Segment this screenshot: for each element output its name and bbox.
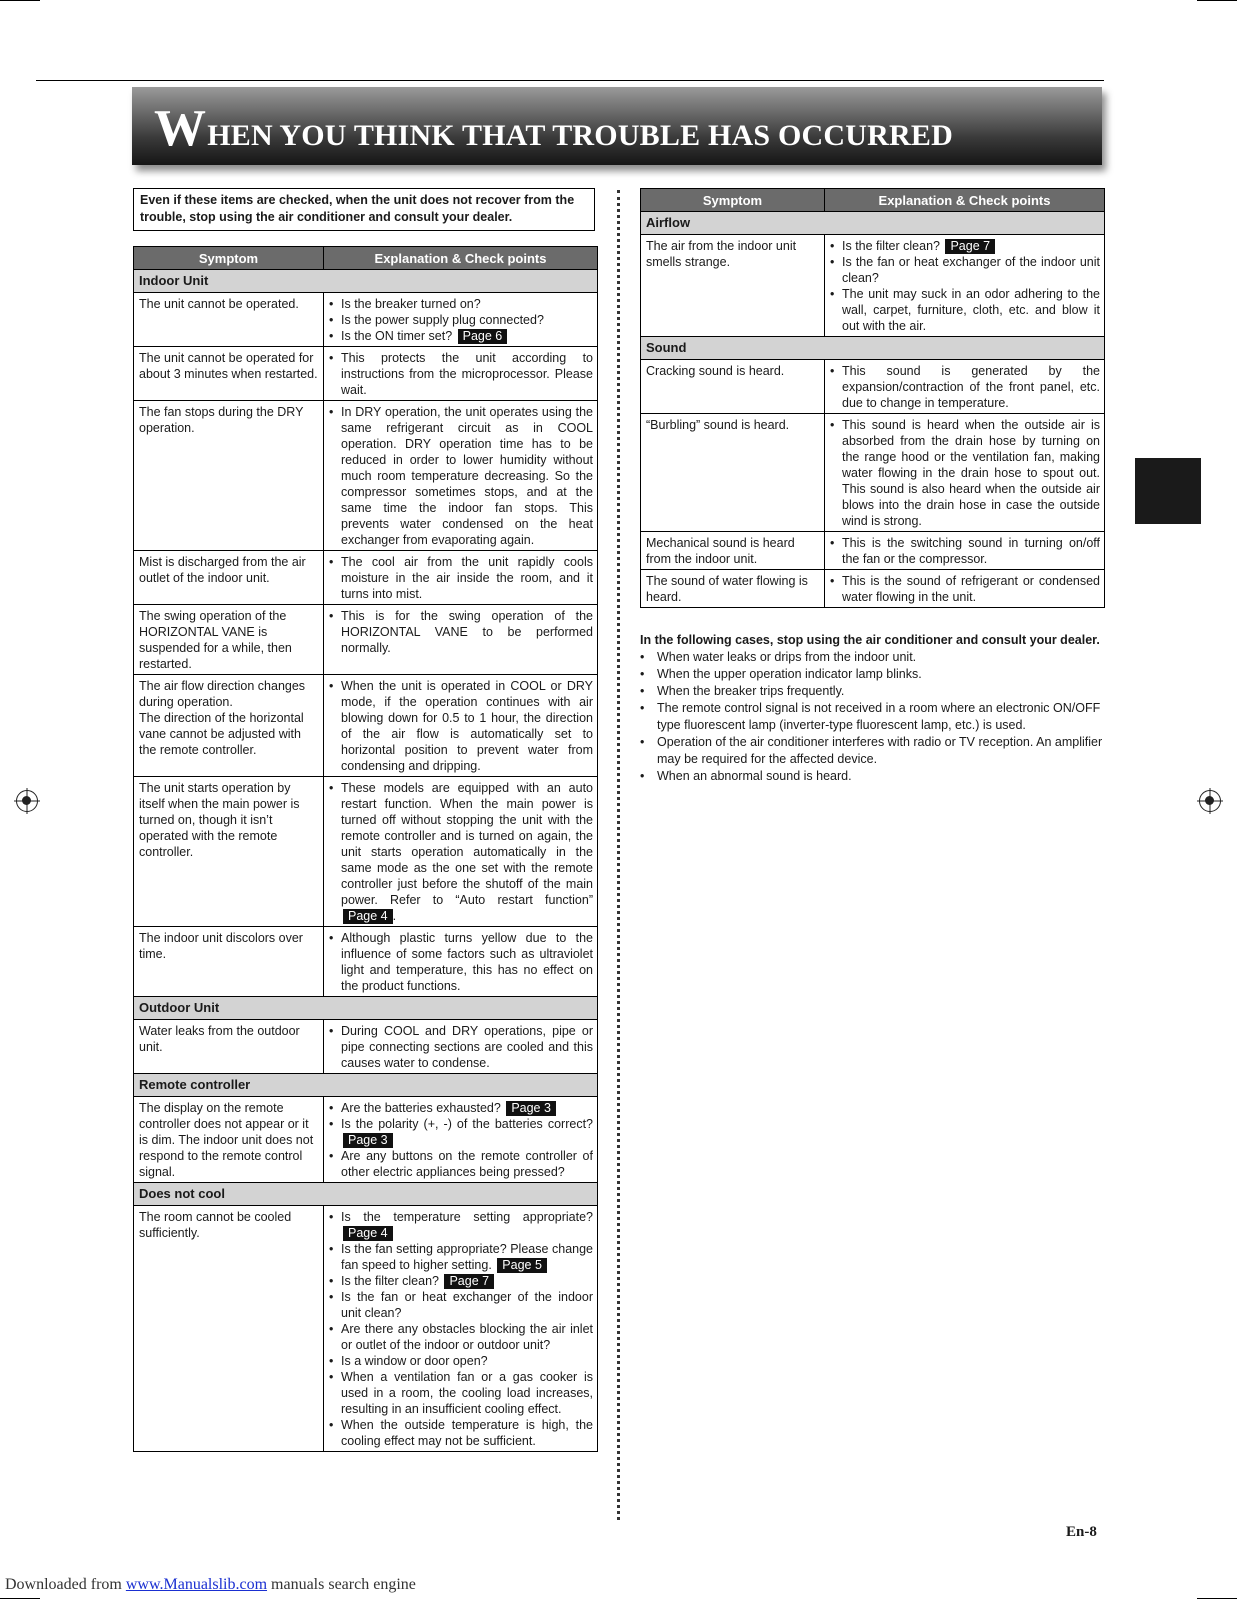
table-row [641, 414, 1105, 532]
title-rest: HEN YOU THINK THAT TROUBLE HAS OCCURRED [207, 119, 953, 152]
table-row [134, 401, 598, 551]
check-point-text: This sound is generated by the expansion/contraction of the front panel, etc. due to change in temperature. [842, 364, 1100, 410]
consult-dealer-item: • When the breaker trips frequently. [640, 683, 1104, 700]
explanation-cell [324, 777, 598, 927]
consult-dealer-heading: In the following cases, stop using the air conditioner and consult your dealer. [640, 633, 1100, 647]
check-point [329, 1116, 593, 1148]
symptom-cell: The unit cannot be operated for about 3 minutes when restarted. [134, 347, 324, 401]
check-point-text: This is for the swing operation of the HORIZONTAL VANE to be performed normally. [341, 609, 593, 655]
explanation-cell [324, 1097, 598, 1183]
symptom-cell: The swing operation of the HORIZONTAL VANE is suspended for a while, then restarted. [134, 605, 324, 675]
consult-dealer-item: • When an abnormal sound is heard. [640, 768, 1104, 785]
check-point [329, 296, 593, 312]
table-row [134, 347, 598, 401]
symptom-cell: The sound of water flowing is heard. [641, 570, 825, 608]
section-row [134, 1183, 598, 1206]
section-header: Sound [641, 337, 1105, 360]
check-point-text: When the outside temperature is high, the cooling effect may not be sufficient. [341, 1418, 593, 1448]
check-point-text: Is the fan setting appropriate? Please change fan speed to higher setting. [341, 1242, 593, 1272]
check-point [329, 1023, 593, 1071]
table-row [641, 235, 1105, 337]
section-header: Remote controller [134, 1074, 598, 1097]
section-row [134, 997, 598, 1020]
check-point [830, 238, 1100, 254]
check-point-text: Is the ON timer set? [341, 329, 453, 343]
check-point [329, 1417, 593, 1449]
check-point [329, 1100, 593, 1116]
symptom-cell: The room cannot be cooled sufficiently. [134, 1206, 324, 1452]
check-point [329, 1289, 593, 1321]
check-point-text: The cool air from the unit rapidly cools moisture in the air inside the room, and it turns into mist. [341, 555, 593, 601]
check-points [830, 535, 1100, 567]
explanation-cell [324, 675, 598, 777]
check-points [830, 417, 1100, 529]
consult-dealer-item: • When water leaks or drips from the indoor unit. [640, 649, 1104, 666]
explanation-cell [324, 347, 598, 401]
symptom-cell: The unit starts operation by itself when the main power is turned on, though it isn’t operated with the remote controller. [134, 777, 324, 927]
explanation-cell [324, 293, 598, 347]
check-point [329, 312, 593, 328]
check-points [329, 608, 593, 656]
check-point-text: Are there any obstacles blocking the air inlet or outlet of the indoor or outdoor unit? [341, 1322, 593, 1352]
troubleshooting-table-left [133, 246, 598, 1452]
explanation-cell [825, 360, 1105, 414]
check-point-text: Is the filter clean? [842, 239, 940, 253]
check-point [830, 535, 1100, 567]
check-points [329, 404, 593, 548]
registration-mark-icon [16, 790, 38, 812]
check-point-text: This protects the unit according to instructions from the microprocessor. Please wait. [341, 351, 593, 397]
page-ref-badge: Page 4 [343, 909, 393, 924]
explanation-cell [825, 414, 1105, 532]
footer-suffix: manuals search engine [267, 1576, 416, 1593]
check-point [329, 1321, 593, 1353]
section-row [641, 337, 1105, 360]
registration-mark-icon [1199, 790, 1221, 812]
consult-dealer-item: • The remote control signal is not received in a room where an electronic ON/OFF type fluorescent lamp (inverter-type fluorescent lamp, etc.) is used. [640, 700, 1104, 734]
page-ref-badge: Page 7 [945, 239, 995, 254]
symptom-cell: The air from the indoor unit smells strange. [641, 235, 825, 337]
check-points [329, 678, 593, 774]
section-row [134, 1074, 598, 1097]
check-points [830, 573, 1100, 605]
check-point-text: This is the sound of refrigerant or condensed water flowing in the unit. [842, 574, 1100, 604]
table-row [134, 1097, 598, 1183]
check-points [329, 1209, 593, 1449]
check-point-suffix: . [392, 909, 397, 923]
check-point-text: This is the switching sound in turning on/off the fan or the compressor. [842, 536, 1100, 566]
section-header: Indoor Unit [134, 270, 598, 293]
explanation-cell [825, 235, 1105, 337]
check-point-text: When a ventilation fan or a gas cooker is used in a room, the cooling load increases, resulting in an insufficient cooling effect. [341, 1370, 593, 1416]
explanation-cell [324, 1020, 598, 1074]
table-row [641, 532, 1105, 570]
check-point-text: Are any buttons on the remote controller of other electric appliances being pressed? [341, 1149, 593, 1179]
check-points [329, 296, 593, 344]
check-point [830, 417, 1100, 529]
check-point [329, 1241, 593, 1273]
symptom-cell: Cracking sound is heard. [641, 360, 825, 414]
table-row [134, 1206, 598, 1452]
page-ref-badge: Page 3 [343, 1133, 393, 1148]
check-points [329, 780, 593, 924]
troubleshooting-table-right [640, 188, 1105, 608]
page-ref-badge: Page 7 [444, 1274, 494, 1289]
consult-dealer-list [640, 649, 1104, 785]
page-ref-badge: Page 3 [506, 1101, 556, 1116]
check-points [329, 1023, 593, 1071]
check-points [830, 238, 1100, 334]
symptom-header: Symptom [134, 247, 324, 270]
check-point-text: Is the filter clean? [341, 1274, 439, 1288]
section-header: Outdoor Unit [134, 997, 598, 1020]
check-point-text: Is the polarity (+, -) of the batteries correct? [341, 1117, 593, 1131]
explanation-cell [825, 570, 1105, 608]
table-row [641, 360, 1105, 414]
section-row [134, 270, 598, 293]
check-point [329, 328, 593, 344]
symptom-cell: The fan stops during the DRY operation. [134, 401, 324, 551]
explanation-header: Explanation & Check points [324, 247, 598, 270]
page-ref-badge: Page 4 [343, 1226, 393, 1241]
check-points [329, 930, 593, 994]
explanation-cell [324, 1206, 598, 1452]
check-point [329, 1273, 593, 1289]
symptom-cell: The display on the remote controller does not appear or it is dim. The indoor unit does not respond to the remote control signal. [134, 1097, 324, 1183]
check-points [329, 350, 593, 398]
crop-mark [1197, 1598, 1237, 1599]
explanation-cell [825, 532, 1105, 570]
title-banner [132, 87, 1102, 165]
check-point [830, 363, 1100, 411]
table-row [134, 675, 598, 777]
title-initial: W [154, 100, 207, 157]
check-points [329, 1100, 593, 1180]
check-point-text: When the unit is operated in COOL or DRY mode, if the operation continues with air blowing down for 0.5 to 1 hour, the direction of the air flow is automatically set to horizontal position to prevent water from condensing and dripping. [341, 679, 593, 773]
table-row [134, 927, 598, 997]
check-point [329, 404, 593, 548]
symptom-cell: The unit cannot be operated. [134, 293, 324, 347]
check-point [329, 1209, 593, 1241]
page-ref-badge: Page 5 [497, 1258, 547, 1273]
check-point [329, 608, 593, 656]
check-point [329, 1148, 593, 1180]
symptom-cell: The indoor unit discolors over time. [134, 927, 324, 997]
check-point-text: The unit may suck in an odor adhering to the wall, carpet, furniture, cloth, etc. and blow it out with the air. [842, 287, 1100, 333]
check-point-text: Is the power supply plug connected? [341, 313, 544, 327]
symptom-cell: The air flow direction changes during operation. The direction of the horizontal vane cannot be adjusted with the remote controller. [134, 675, 324, 777]
footer-prefix: Downloaded from [5, 1576, 126, 1593]
explanation-cell [324, 927, 598, 997]
check-point [830, 573, 1100, 605]
footer [5, 1576, 416, 1594]
page-number: En-8 [1066, 1524, 1097, 1540]
check-point-text: Although plastic turns yellow due to the influence of some factors such as ultraviolet light and temperature, this has no effect on the product functions. [341, 931, 593, 993]
check-point-text: Is the breaker turned on? [341, 297, 481, 311]
check-point-text: Is the fan or heat exchanger of the indoor unit clean? [341, 1290, 593, 1320]
check-point [329, 930, 593, 994]
check-point-text: Is the temperature setting appropriate? [341, 1210, 593, 1224]
column-divider [617, 190, 620, 1520]
notice-box: Even if these items are checked, when the unit does not recover from the trouble, stop using the air conditioner and consult your dealer. [133, 188, 595, 231]
section-header: Airflow [641, 212, 1105, 235]
table-row [134, 605, 598, 675]
consult-dealer-item: • Operation of the air conditioner interferes with radio or TV reception. An amplifier may be required for the affected device. [640, 734, 1104, 768]
table-row [134, 551, 598, 605]
check-point-text: Is a window or door open? [341, 1354, 488, 1368]
check-point [830, 254, 1100, 286]
consult-dealer-section [640, 632, 1104, 785]
crop-mark [0, 1598, 40, 1599]
table-row [134, 293, 598, 347]
check-point-text: Are the batteries exhausted? [341, 1101, 501, 1115]
check-point-text: This sound is heard when the outside air is absorbed from the drain hose by turning on the range hood or the ventilation fan, making water flowing in the drain hose to spout out. This sound is also heard when the outside air blows into the drain hose in case the outside wind is strong. [842, 418, 1100, 528]
check-point [329, 554, 593, 602]
check-point [329, 780, 593, 924]
section-row [641, 212, 1105, 235]
check-points [329, 554, 593, 602]
check-point-text: In DRY operation, the unit operates using the same refrigerant circuit as in COOL operation. DRY operation time has to be reduced in order to lower humidity without much room temperature decreasing. So the compressor sometimes stops, and at the same time the indoor fan stops. This prevents water condensed on the heat exchanger from evaporating again. [341, 405, 593, 547]
check-point-text: These models are equipped with an auto restart function. When the main power is turned off without stopping the unit with the remote controller and is turned on again, the unit starts operation automatically in the same mode as the one set with the remote controller just before the shutoff of the main power. Refer to “Auto restart function” [341, 781, 593, 907]
explanation-cell [324, 401, 598, 551]
check-points [830, 363, 1100, 411]
crop-mark [1197, 0, 1237, 1]
table-row [641, 570, 1105, 608]
page-title [154, 100, 953, 157]
check-point [329, 350, 593, 398]
explanation-cell [324, 605, 598, 675]
symptom-cell: Mist is discharged from the air outlet of the indoor unit. [134, 551, 324, 605]
check-point-text: Is the fan or heat exchanger of the indoor unit clean? [842, 255, 1100, 285]
check-point [329, 1369, 593, 1417]
check-point [329, 678, 593, 774]
footer-link[interactable]: www.Manualslib.com [125, 1576, 268, 1593]
explanation-header: Explanation & Check points [825, 189, 1105, 212]
explanation-cell [324, 551, 598, 605]
consult-dealer-item: • When the upper operation indicator lamp blinks. [640, 666, 1104, 683]
symptom-cell: Mechanical sound is heard from the indoor unit. [641, 532, 825, 570]
check-point [830, 286, 1100, 334]
crop-mark [0, 0, 40, 1]
section-header: Does not cool [134, 1183, 598, 1206]
table-row [134, 777, 598, 927]
symptom-header: Symptom [641, 189, 825, 212]
check-point [329, 1353, 593, 1369]
page-ref-badge: Page 6 [458, 329, 508, 344]
section-tab [1135, 458, 1201, 524]
symptom-cell: “Burbling” sound is heard. [641, 414, 825, 532]
check-point-text: During COOL and DRY operations, pipe or pipe connecting sections are cooled and this causes water to condense. [341, 1024, 593, 1070]
symptom-cell: Water leaks from the outdoor unit. [134, 1020, 324, 1074]
table-row [134, 1020, 598, 1074]
top-rule [36, 80, 1104, 81]
